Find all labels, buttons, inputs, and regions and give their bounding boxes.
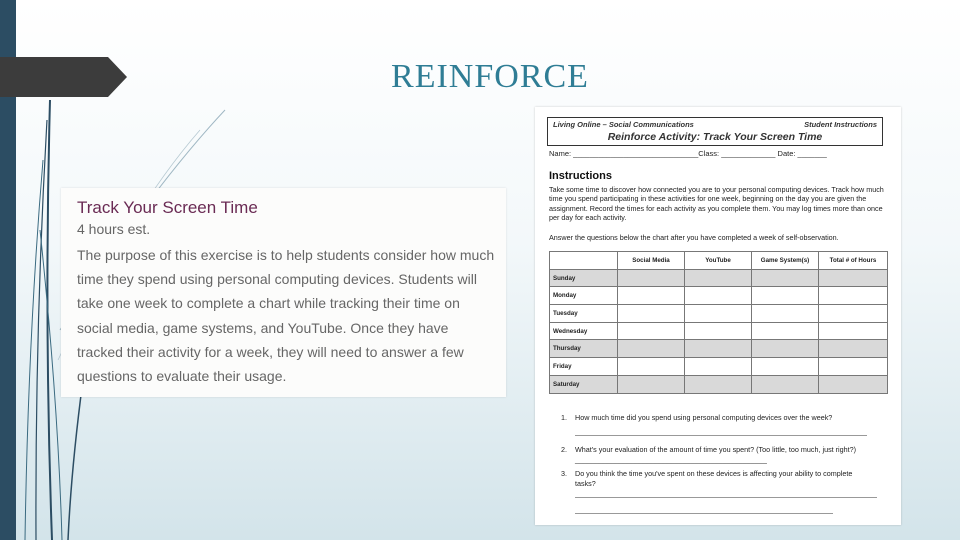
table-cell	[618, 287, 685, 305]
table-cell	[819, 287, 888, 305]
table-row	[550, 340, 888, 358]
question-text: How much time did you spend using personal computing devices over the week?	[575, 413, 833, 422]
question-text: Do you think the time you've spent on these devices is affecting your ability to complete tasks?	[575, 469, 853, 488]
question-number: 1.	[561, 413, 567, 422]
day-cell: Tuesday	[550, 305, 618, 323]
answer-line	[575, 513, 833, 514]
answer-line	[575, 497, 877, 498]
table-cell	[618, 340, 685, 358]
slide-title: REINFORCE	[391, 58, 589, 95]
table-cell	[618, 375, 685, 393]
table-row	[550, 322, 888, 340]
table-cell	[685, 269, 752, 287]
table-cell	[752, 340, 819, 358]
worksheet-header-title: Reinforce Activity: Track Your Screen Time	[607, 131, 823, 143]
table-cell	[752, 305, 819, 323]
instructions-title: Instructions	[549, 170, 612, 182]
day-cell: Monday	[550, 287, 618, 305]
table-header-cell: Game System(s)	[752, 252, 819, 270]
table-cell	[752, 358, 819, 376]
time-estimate: 4 hours est.	[77, 221, 151, 237]
table-row	[550, 305, 888, 323]
table-header-row	[550, 252, 888, 270]
question-number: 3.	[561, 469, 567, 478]
screen-time-table	[549, 251, 888, 394]
table-cell	[752, 287, 819, 305]
table-cell	[819, 305, 888, 323]
day-cell: Sunday	[550, 269, 618, 287]
table-cell	[819, 269, 888, 287]
worksheet-header-right: Student Instructions	[804, 120, 877, 129]
table-header-cell: Total # of Hours	[819, 252, 888, 270]
title-arrow-shape	[0, 57, 127, 97]
table-cell	[819, 322, 888, 340]
table-cell	[618, 305, 685, 323]
table-cell	[685, 322, 752, 340]
day-cell: Wednesday	[550, 322, 618, 340]
table-row	[550, 269, 888, 287]
table-cell	[819, 375, 888, 393]
table-cell	[618, 358, 685, 376]
table-header-cell	[550, 252, 618, 270]
card-heading: Track Your Screen Time	[77, 198, 258, 217]
answer-note: Answer the questions below the chart after you have completed a week of self-observation.	[549, 233, 839, 242]
question-text: What's your evaluation of the amount of time you spent? (Too little, too much, just right?) ________________________________________________	[575, 445, 857, 464]
worksheet-header-left: Living Online – Social Communications	[553, 120, 694, 129]
day-cell: Thursday	[550, 340, 618, 358]
worksheet-image	[535, 107, 901, 525]
table-cell	[819, 358, 888, 376]
table-cell	[685, 375, 752, 393]
table-cell	[752, 322, 819, 340]
table-cell	[618, 322, 685, 340]
table-cell	[819, 340, 888, 358]
worksheet-header-box	[547, 117, 883, 146]
table-cell	[685, 287, 752, 305]
table-cell	[685, 305, 752, 323]
card-description: The purpose of this exercise is to help students consider how much time they spend using personal computing devices. Students will take one week to complete a chart while tracking their time on social media, game systems, and YouTube. Once they have tracked their activity for a week, they will need to answer a few questions to evaluate their usage.	[77, 247, 495, 385]
answer-line	[575, 435, 867, 436]
table-cell	[618, 269, 685, 287]
table-cell	[685, 340, 752, 358]
day-cell: Saturday	[550, 375, 618, 393]
table-row	[550, 375, 888, 393]
question-number: 2.	[561, 445, 567, 454]
table-cell	[752, 375, 819, 393]
table-row	[550, 358, 888, 376]
table-row	[550, 287, 888, 305]
table-cell	[685, 358, 752, 376]
day-cell: Friday	[550, 358, 618, 376]
worksheet-name-line: Name: ______________________________Class: _____________ Date: _______	[549, 149, 827, 158]
table-cell	[752, 269, 819, 287]
instructions-text: Take some time to discover how connected you are to your personal computing devices. Track how much time you spend participating in these activities for one week, beginning on the day you are given the assignment. Record the times for each activity as you complete them. You may log times more than once per day for each activity.	[549, 185, 884, 222]
activity-info-card	[61, 188, 506, 397]
table-header-cell: YouTube	[685, 252, 752, 270]
table-header-cell: Social Media	[618, 252, 685, 270]
